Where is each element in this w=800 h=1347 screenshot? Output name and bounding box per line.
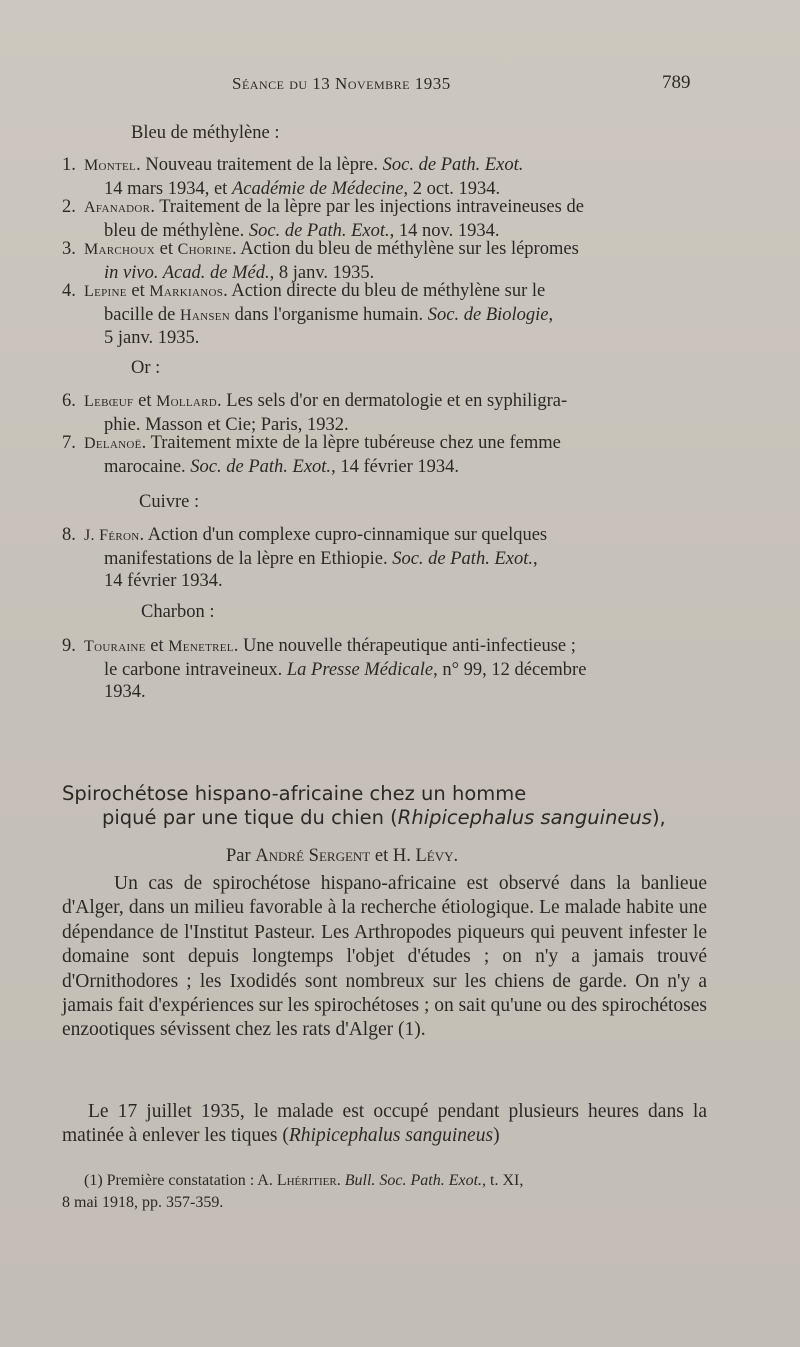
reference-text: bacille de	[104, 304, 181, 325]
reference-text: manifestations de la lèpre en Ethiopie.	[104, 548, 393, 569]
paragraph-text: Le 17 juillet 1935, le malade est occupé pendant plusieurs heures dans la matinée à enlever les tiques (	[62, 1101, 707, 1147]
page-number: 789	[662, 72, 691, 93]
byline-author: Lévy	[415, 846, 454, 866]
section-heading-cuivre: Cuivre :	[139, 492, 200, 512]
reference-text: 1934.	[104, 682, 146, 702]
reference-text: 14 mars 1934, et	[104, 178, 232, 199]
reference-author: Chorine	[177, 241, 232, 258]
reference-text: ,	[532, 548, 538, 569]
reference-author: Delanoë	[84, 435, 142, 452]
reference-text: , 2 oct. 1934.	[403, 178, 501, 199]
article-byline	[226, 846, 458, 867]
reference-number: 7.	[62, 433, 76, 453]
section-heading-or: Or :	[131, 358, 161, 378]
footnote-text: (1) Première constatation : A.	[84, 1172, 277, 1189]
footnote	[62, 1170, 707, 1214]
reference-number: 9.	[62, 636, 76, 656]
reference-text: le carbone intraveineux.	[104, 659, 287, 680]
body-paragraph-1: Un cas de spirochétose hispano-africaine est observé dans la banlieue d'Alger, dans un milieu favorable à la recherche étiologique. Le malade habite une dépendance de l'Institut Pasteur. Les Arthropodes piqueurs qui peuvent infester le domaine sont depuis longtemps l'objet d'études ; on n'y a jamais trouvé d'Ornithodores ; les Ixodidés sont nombreux sur les chiens de garde. On n'y a jamais fait d'expériences sur les spirochétoses ; on sait qu'une ou des spirochétoses enzootiques sévissent chez les rats d'Alger (1).	[62, 873, 707, 1041]
byline-text: Par	[226, 846, 256, 866]
reference-author: Marchoux	[84, 241, 156, 258]
reference-text: et	[126, 281, 150, 301]
reference-text: . Traitement mixte de la lèpre tubéreuse chez une femme	[141, 433, 561, 453]
byline-text: et H.	[370, 846, 416, 866]
paragraph-text: )	[493, 1125, 500, 1147]
byline-author: André Sergent	[255, 846, 371, 866]
header-text: 13	[312, 74, 336, 93]
footnote-text: 8 mai 1918, pp. 357-359.	[62, 1194, 224, 1211]
reference-journal: Soc. de Path. Exot.	[248, 220, 390, 241]
title-text: piqué par une tique du chien (	[102, 806, 398, 829]
reference-journal: in vivo. Acad. de Méd.	[104, 262, 270, 283]
reference-author: Menetrel	[168, 638, 234, 655]
footnote-text: .	[336, 1172, 345, 1189]
reference-text: . Une nouvelle thérapeutique anti-infectieuse ;	[233, 636, 576, 656]
title-species-name: Rhipicephalus sanguineus	[397, 806, 652, 829]
reference-author: Mollard	[156, 393, 218, 410]
reference-text: . Traitement de la lèpre par les injections intraveineuses de	[150, 197, 584, 217]
reference-text: , 8 janv. 1935.	[269, 262, 375, 283]
footnote-text: , t. XI,	[482, 1172, 524, 1189]
reference-text: dans l'organisme humain.	[230, 304, 428, 325]
reference-journal: La Presse Médicale	[286, 659, 434, 680]
reference-text: . Action directe du bleu de méthylène sur le	[223, 281, 546, 301]
reference-number: 2.	[62, 197, 76, 217]
reference-text: et	[133, 391, 157, 411]
reference-journal: Soc. de Biologie	[427, 304, 549, 325]
reference-journal: Soc. de Path. Exot.	[190, 456, 332, 477]
reference-author: J. Féron	[84, 527, 140, 544]
article-title-line-2	[102, 806, 666, 829]
reference-text: 14 février 1934.	[104, 571, 223, 591]
reference-text: . Action du bleu de méthylène sur les lépromes	[231, 239, 579, 259]
reference-text: . Les sels d'or en dermatologie et en syphiligra-	[217, 391, 568, 411]
reference-text: marocaine.	[104, 456, 191, 477]
section-heading-bleu: Bleu de méthylène :	[131, 123, 280, 143]
footnote-author: Lhéritier	[276, 1172, 337, 1189]
reference-number: 8.	[62, 525, 76, 545]
reference-number: 6.	[62, 391, 76, 411]
reference-author: Markianos	[149, 283, 224, 300]
reference-author: Lebœuf	[84, 393, 134, 410]
article-title-line-1: Spirochétose hispano-africaine chez un homme	[62, 782, 527, 805]
reference-text: 5 janv. 1935.	[104, 328, 200, 348]
reference-author: Montel	[84, 157, 137, 174]
header-text: Novembre 1935	[335, 74, 451, 93]
footnote-journal: Bull. Soc. Path. Exot.	[344, 1172, 483, 1189]
reference-author: Lepine	[84, 283, 127, 300]
running-header	[232, 74, 451, 94]
reference-text: ,	[548, 304, 554, 325]
reference-journal: Soc. de Path. Exot.	[382, 155, 524, 175]
reference-text: bleu de méthylène.	[104, 220, 249, 241]
reference-text: . Nouveau traitement de la lèpre.	[136, 155, 383, 175]
reference-journal: Académie de Médecine	[231, 178, 404, 199]
reference-author: Hansen	[180, 306, 231, 324]
reference-text: , 14 février 1934.	[331, 456, 459, 477]
section-heading-charbon: Charbon :	[141, 602, 215, 622]
body-paragraph-2	[62, 1100, 707, 1149]
title-text: ),	[651, 806, 666, 829]
reference-text: , n° 99, 12 décembre	[433, 659, 587, 680]
reference-text: phie. Masson et Cie; Paris, 1932.	[104, 414, 349, 435]
reference-author: Touraine	[84, 638, 146, 655]
reference-text: et	[155, 239, 178, 259]
header-text: Séance du	[232, 74, 313, 93]
reference-text: et	[145, 636, 169, 656]
byline-text: .	[453, 846, 459, 866]
reference-text: , 14 nov. 1934.	[389, 220, 500, 241]
reference-author: Afanador	[84, 199, 151, 216]
reference-journal: Soc. de Path. Exot.	[392, 548, 533, 569]
reference-number: 3.	[62, 239, 76, 259]
paragraph-species-name: Rhipicephalus sanguineus	[288, 1125, 494, 1147]
reference-text: . Action d'un complexe cupro-cinnamique sur quelques	[139, 525, 548, 545]
reference-number: 1.	[62, 155, 76, 175]
reference-number: 4.	[62, 281, 76, 301]
